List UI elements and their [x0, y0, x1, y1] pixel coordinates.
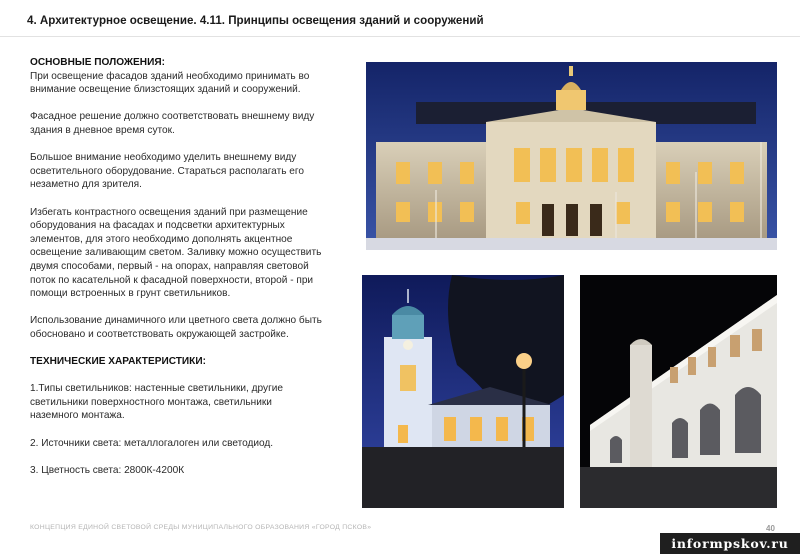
paragraph-line: 3. Цветность света: 2800К-4200К: [30, 464, 185, 476]
paragraph-line: двумя способами, первый - на опорах, направляя световой: [30, 260, 309, 272]
paragraph-line: Использование динамичного или цветного света должно быть: [30, 315, 322, 327]
section-heading-main: ОСНОВНЫЕ ПОЛОЖЕНИЯ:: [30, 57, 165, 68]
arcade-photo: [580, 275, 777, 508]
footer-text: КОНЦЕПЦИЯ ЕДИНОЙ СВЕТОВОЙ СРЕДЫ МУНИЦИПАЛЬНОГО ОБРАЗОВАНИЯ «ГОРОД ПСКОВ»: [30, 524, 372, 531]
paragraph-line: поток по касательной к фасадной поверхности, второй - при: [30, 274, 314, 286]
paragraph-line: 1.Типы светильников: настенные светильники, другие: [30, 383, 284, 395]
paragraph-line: светильники поверхностного монтажа, светильники: [30, 396, 272, 408]
paragraph-line: здания в дневное время суток.: [30, 124, 175, 136]
title-divider: [0, 36, 800, 37]
paragraph-line: оборудования на фасадах и подсветки архитектурных: [30, 220, 285, 232]
paragraph-line: Большое внимание необходимо уделить внешнему виду: [30, 152, 297, 164]
paragraph-line: обосновано и соответствовать окружающей застройке.: [30, 328, 289, 340]
site-watermark: informpskov.ru: [660, 533, 800, 554]
paragraph-line: наземного монтажа.: [30, 410, 125, 422]
paragraph-line: 2. Источники света: металлогалоген или светодиод.: [30, 437, 274, 449]
paragraph-line: освещение заливающим светом. Заливку можно осуществить: [30, 247, 322, 259]
paragraph-line: Фасадное решение должно соответствовать внешнему виду: [30, 111, 315, 123]
page-title: 4. Архитектурное освещение. 4.11. Принципы освещения зданий и сооружений: [27, 14, 484, 27]
page-number: 40: [766, 524, 775, 533]
paragraph-line: элементов, для этого необходимо дополнять акцентное: [30, 233, 293, 245]
church-photo: [362, 275, 564, 508]
paragraph-line: При освещение фасадов зданий необходимо принимать во: [30, 70, 310, 82]
paragraph-line: незаметно для зрителя.: [30, 179, 142, 191]
paragraph-line: осветительного оборудование. Стараться располагать его: [30, 165, 304, 177]
section-heading-tech: ТЕХНИЧЕСКИЕ ХАРАКТЕРИСТИКИ:: [30, 356, 206, 368]
text-column: [30, 56, 355, 477]
paragraph-line: Избегать контрастного освещения зданий при размещение: [30, 206, 308, 218]
townhall-photo: [366, 62, 777, 250]
paragraph-line: помощи встроенных в грунт светильников.: [30, 288, 231, 300]
paragraph-line: внимание освещение близстоящих зданий и сооружений.: [30, 84, 301, 96]
